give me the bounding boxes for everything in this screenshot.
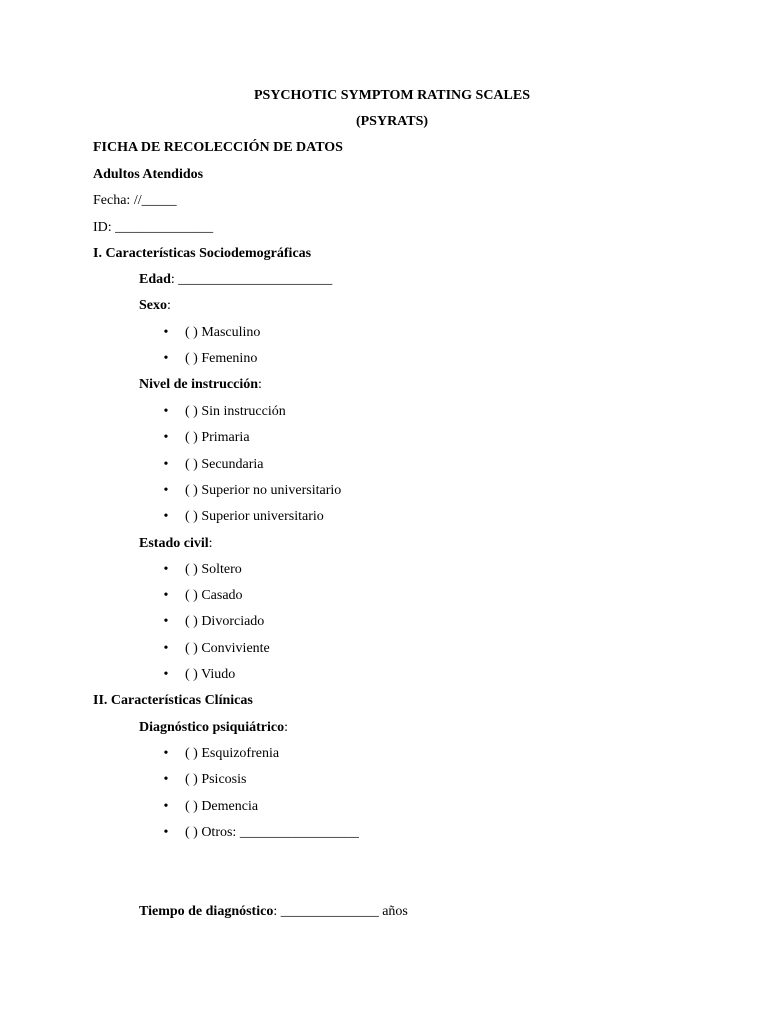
bullet-icon: • xyxy=(163,351,169,366)
bullet-icon: • xyxy=(163,667,169,682)
id-field: ID: ______________ xyxy=(93,220,214,235)
bullet-icon: • xyxy=(163,772,169,787)
estado-field xyxy=(139,536,213,552)
diagnostico-field xyxy=(139,720,288,736)
nivel-label: Nivel de instrucción xyxy=(139,377,258,392)
bullet-icon: • xyxy=(163,509,169,524)
bullet-icon: • xyxy=(163,799,169,814)
nivel-option: ( ) Superior no universitario xyxy=(185,483,342,498)
edad-field xyxy=(139,272,332,288)
diagnostico-option: ( ) Esquizofrenia xyxy=(185,746,280,761)
tiempo-label: Tiempo de diagnóstico xyxy=(139,904,274,919)
nivel-option: ( ) Primaria xyxy=(185,430,250,445)
tiempo-blank: : ______________ años xyxy=(273,904,408,919)
bullet-icon: • xyxy=(163,404,169,419)
estado-label: Estado civil xyxy=(139,536,209,551)
bullet-icon: • xyxy=(163,483,169,498)
edad-label: Edad xyxy=(139,272,171,287)
nivel-option: ( ) Superior universitario xyxy=(185,509,324,524)
colon: : xyxy=(258,377,262,392)
bullet-icon: • xyxy=(163,457,169,472)
edad-blank: : ______________________ xyxy=(170,272,333,287)
bullet-icon: • xyxy=(163,825,169,840)
diagnostico-option: ( ) Psicosis xyxy=(185,772,247,787)
colon: : xyxy=(167,298,171,313)
sexo-option: ( ) Masculino xyxy=(185,325,261,340)
nivel-option: ( ) Sin instrucción xyxy=(185,404,286,419)
bullet-icon: • xyxy=(163,588,169,603)
tiempo-field xyxy=(139,904,408,920)
sexo-field xyxy=(139,298,171,314)
bullet-icon: • xyxy=(163,430,169,445)
bullet-icon: • xyxy=(163,325,169,340)
diagnostico-label: Diagnóstico psiquiátrico xyxy=(139,720,285,735)
sexo-option: ( ) Femenino xyxy=(185,351,258,366)
colon: : xyxy=(208,536,213,551)
nivel-field xyxy=(139,377,262,393)
section-2-title: II. Características Clínicas xyxy=(93,693,253,708)
estado-option: ( ) Soltero xyxy=(185,562,242,577)
section-1-title: I. Características Sociodemográficas xyxy=(93,246,312,261)
estado-option: ( ) Viudo xyxy=(185,667,236,682)
estado-option: ( ) Casado xyxy=(185,588,243,603)
title-line-1: PSYCHOTIC SYMPTOM RATING SCALES xyxy=(253,88,531,103)
subheading: Adultos Atendidos xyxy=(93,167,204,182)
diagnostico-option: ( ) Demencia xyxy=(185,799,259,814)
estado-option: ( ) Conviviente xyxy=(185,641,270,656)
sexo-label: Sexo xyxy=(139,298,167,313)
bullet-icon: • xyxy=(163,562,169,577)
title-line-2: (PSYRATS) xyxy=(355,114,429,129)
estado-option: ( ) Divorciado xyxy=(185,614,265,629)
bullet-icon: • xyxy=(163,641,169,656)
bullet-icon: • xyxy=(163,746,169,761)
form-heading: FICHA DE RECOLECCIÓN DE DATOS xyxy=(93,140,343,155)
colon: : xyxy=(284,720,288,735)
fecha-field: Fecha: //_____ xyxy=(93,193,177,208)
nivel-option: ( ) Secundaria xyxy=(185,457,264,472)
diagnostico-option: ( ) Otros: _________________ xyxy=(185,825,359,840)
bullet-icon: • xyxy=(163,614,169,629)
